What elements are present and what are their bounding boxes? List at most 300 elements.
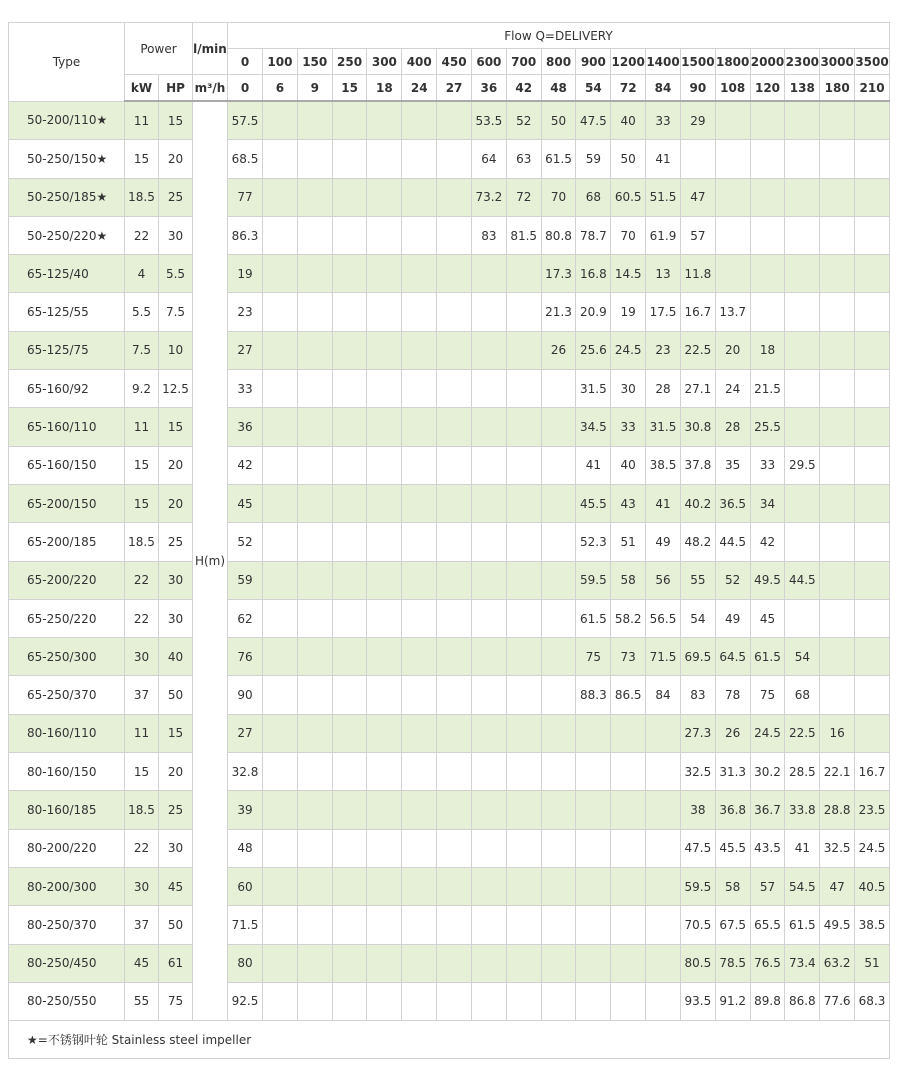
head-value-cell: 73.4 bbox=[785, 944, 820, 982]
head-value-cell: 59.5 bbox=[576, 561, 611, 599]
head-value-cell bbox=[367, 791, 402, 829]
head-value-cell bbox=[263, 944, 298, 982]
head-value-cell bbox=[541, 676, 576, 714]
m3h-value-header: 210 bbox=[855, 75, 890, 102]
head-value-cell bbox=[437, 370, 472, 408]
head-value-cell bbox=[297, 791, 332, 829]
head-value-cell: 32.8 bbox=[228, 753, 263, 791]
head-value-cell bbox=[855, 370, 890, 408]
m3h-value-header: 138 bbox=[785, 75, 820, 102]
head-unit-cell: H(m) bbox=[193, 101, 228, 1021]
kw-cell: 22 bbox=[125, 216, 159, 254]
table-row bbox=[9, 370, 890, 408]
head-value-cell bbox=[646, 714, 681, 752]
head-value-cell bbox=[785, 331, 820, 369]
head-value-cell bbox=[297, 178, 332, 216]
head-value-cell bbox=[367, 370, 402, 408]
head-value-cell bbox=[437, 255, 472, 293]
head-value-cell bbox=[541, 561, 576, 599]
head-value-cell: 20.9 bbox=[576, 293, 611, 331]
head-value-cell bbox=[367, 293, 402, 331]
table-row bbox=[9, 944, 890, 982]
hp-cell: 10 bbox=[159, 331, 193, 369]
head-value-cell bbox=[820, 140, 855, 178]
head-value-cell: 60.5 bbox=[611, 178, 646, 216]
head-value-cell bbox=[402, 408, 437, 446]
head-value-cell: 58.2 bbox=[611, 599, 646, 637]
head-value-cell bbox=[646, 791, 681, 829]
head-value-cell bbox=[332, 446, 367, 484]
hp-cell: 5.5 bbox=[159, 255, 193, 293]
head-value-cell bbox=[646, 906, 681, 944]
head-value-cell bbox=[785, 370, 820, 408]
head-value-cell bbox=[750, 293, 785, 331]
head-value-cell bbox=[471, 791, 506, 829]
pump-type-cell: 65-160/110 bbox=[9, 408, 125, 446]
m3h-value-header: 0 bbox=[228, 75, 263, 102]
head-value-cell: 43.5 bbox=[750, 829, 785, 867]
head-value-cell bbox=[263, 484, 298, 522]
pump-type-cell: 65-160/150 bbox=[9, 446, 125, 484]
head-value-cell: 71.5 bbox=[228, 906, 263, 944]
head-value-cell: 41 bbox=[785, 829, 820, 867]
head-value-cell bbox=[611, 829, 646, 867]
head-value-cell bbox=[855, 255, 890, 293]
head-value-cell: 70.5 bbox=[680, 906, 715, 944]
lmin-value-header: 150 bbox=[297, 49, 332, 75]
pump-type-cell: 65-250/300 bbox=[9, 638, 125, 676]
hp-cell: 45 bbox=[159, 867, 193, 905]
head-value-cell bbox=[611, 753, 646, 791]
kw-cell: 55 bbox=[125, 982, 159, 1020]
head-value-cell: 54 bbox=[785, 638, 820, 676]
head-value-cell bbox=[263, 523, 298, 561]
head-value-cell bbox=[367, 216, 402, 254]
head-value-cell bbox=[471, 255, 506, 293]
head-value-cell bbox=[297, 408, 332, 446]
head-value-cell: 56 bbox=[646, 561, 681, 599]
table-row bbox=[9, 906, 890, 944]
kw-cell: 9.2 bbox=[125, 370, 159, 408]
head-value-cell: 45.5 bbox=[715, 829, 750, 867]
head-value-cell: 70 bbox=[611, 216, 646, 254]
head-value-cell: 40 bbox=[611, 446, 646, 484]
head-value-cell: 40.2 bbox=[680, 484, 715, 522]
head-value-cell bbox=[332, 178, 367, 216]
table-row bbox=[9, 216, 890, 254]
head-value-cell bbox=[297, 446, 332, 484]
head-value-cell bbox=[855, 523, 890, 561]
head-value-cell: 24.5 bbox=[611, 331, 646, 369]
table-row bbox=[9, 523, 890, 561]
head-value-cell: 28 bbox=[715, 408, 750, 446]
pump-type-cell: 80-160/110 bbox=[9, 714, 125, 752]
head-value-cell: 36.8 bbox=[715, 791, 750, 829]
head-value-cell bbox=[646, 753, 681, 791]
head-value-cell: 23.5 bbox=[855, 791, 890, 829]
head-value-cell bbox=[263, 408, 298, 446]
head-value-cell bbox=[541, 791, 576, 829]
kw-cell: 18.5 bbox=[125, 791, 159, 829]
head-value-cell: 28.5 bbox=[785, 753, 820, 791]
lmin-value-header: 1500 bbox=[680, 49, 715, 75]
table-row bbox=[9, 753, 890, 791]
lmin-value-header: 700 bbox=[506, 49, 541, 75]
head-value-cell bbox=[506, 638, 541, 676]
head-value-cell bbox=[855, 101, 890, 140]
head-value-cell: 56.5 bbox=[646, 599, 681, 637]
head-value-cell: 69.5 bbox=[680, 638, 715, 676]
lmin-value-header: 2000 bbox=[750, 49, 785, 75]
head-value-cell bbox=[402, 714, 437, 752]
kw-cell: 30 bbox=[125, 638, 159, 676]
head-value-cell bbox=[576, 714, 611, 752]
head-value-cell bbox=[541, 638, 576, 676]
head-value-cell bbox=[402, 178, 437, 216]
head-value-cell bbox=[263, 829, 298, 867]
head-value-cell: 40 bbox=[611, 101, 646, 140]
head-value-cell: 64.5 bbox=[715, 638, 750, 676]
head-value-cell: 67.5 bbox=[715, 906, 750, 944]
head-value-cell: 63.2 bbox=[820, 944, 855, 982]
head-value-cell bbox=[541, 370, 576, 408]
head-value-cell: 51 bbox=[855, 944, 890, 982]
head-value-cell: 26 bbox=[541, 331, 576, 369]
head-value-cell bbox=[680, 140, 715, 178]
table-row bbox=[9, 293, 890, 331]
table-header bbox=[9, 23, 890, 102]
hp-cell: 20 bbox=[159, 484, 193, 522]
head-value-cell: 33 bbox=[611, 408, 646, 446]
pump-type-cell: 65-125/75 bbox=[9, 331, 125, 369]
head-value-cell bbox=[471, 408, 506, 446]
pump-type-cell: 80-250/370 bbox=[9, 906, 125, 944]
head-value-cell: 45 bbox=[228, 484, 263, 522]
head-value-cell bbox=[855, 446, 890, 484]
head-value-cell: 57.5 bbox=[228, 101, 263, 140]
head-value-cell bbox=[541, 944, 576, 982]
head-value-cell bbox=[855, 293, 890, 331]
hp-cell: 30 bbox=[159, 599, 193, 637]
head-value-cell bbox=[506, 446, 541, 484]
head-value-cell bbox=[402, 255, 437, 293]
head-value-cell: 50 bbox=[611, 140, 646, 178]
head-value-cell: 59.5 bbox=[680, 867, 715, 905]
head-value-cell bbox=[263, 599, 298, 637]
lmin-value-header: 450 bbox=[437, 49, 472, 75]
kw-cell: 11 bbox=[125, 714, 159, 752]
head-value-cell: 61.5 bbox=[785, 906, 820, 944]
head-value-cell: 49 bbox=[715, 599, 750, 637]
pump-type-cell: 65-250/220 bbox=[9, 599, 125, 637]
table-row bbox=[9, 676, 890, 714]
head-value-cell bbox=[402, 791, 437, 829]
head-value-cell: 33 bbox=[646, 101, 681, 140]
head-value-cell: 73.2 bbox=[471, 178, 506, 216]
head-value-cell bbox=[263, 293, 298, 331]
head-value-cell bbox=[437, 523, 472, 561]
head-value-cell bbox=[402, 331, 437, 369]
lmin-value-header: 0 bbox=[228, 49, 263, 75]
head-value-cell: 78.5 bbox=[715, 944, 750, 982]
head-value-cell bbox=[506, 561, 541, 599]
head-value-cell bbox=[402, 523, 437, 561]
pump-type-cell: 80-160/150 bbox=[9, 753, 125, 791]
head-value-cell: 65.5 bbox=[750, 906, 785, 944]
head-value-cell bbox=[506, 523, 541, 561]
head-value-cell: 27.3 bbox=[680, 714, 715, 752]
head-value-cell: 25.5 bbox=[750, 408, 785, 446]
head-value-cell bbox=[332, 523, 367, 561]
head-value-cell bbox=[506, 829, 541, 867]
head-value-cell bbox=[263, 178, 298, 216]
head-value-cell bbox=[471, 638, 506, 676]
head-value-cell bbox=[437, 791, 472, 829]
head-value-cell bbox=[785, 484, 820, 522]
head-value-cell: 81.5 bbox=[506, 216, 541, 254]
kw-cell: 22 bbox=[125, 561, 159, 599]
head-value-cell: 71.5 bbox=[646, 638, 681, 676]
head-value-cell: 21.5 bbox=[750, 370, 785, 408]
head-value-cell bbox=[402, 140, 437, 178]
head-value-cell bbox=[541, 982, 576, 1020]
head-value-cell: 34.5 bbox=[576, 408, 611, 446]
head-value-cell: 61.5 bbox=[750, 638, 785, 676]
head-value-cell bbox=[506, 370, 541, 408]
head-value-cell bbox=[332, 408, 367, 446]
lmin-value-header: 3000 bbox=[820, 49, 855, 75]
head-value-cell: 45 bbox=[750, 599, 785, 637]
head-value-cell: 51 bbox=[611, 523, 646, 561]
pump-type-cell: 65-125/40 bbox=[9, 255, 125, 293]
head-value-cell: 72 bbox=[506, 178, 541, 216]
head-value-cell: 52 bbox=[228, 523, 263, 561]
head-value-cell bbox=[367, 140, 402, 178]
m3h-value-header: 9 bbox=[297, 75, 332, 102]
head-value-cell bbox=[471, 370, 506, 408]
head-value-cell bbox=[437, 829, 472, 867]
lmin-value-header: 250 bbox=[332, 49, 367, 75]
head-value-cell: 59 bbox=[228, 561, 263, 599]
head-value-cell: 64 bbox=[471, 140, 506, 178]
head-value-cell bbox=[785, 101, 820, 140]
head-value-cell bbox=[402, 906, 437, 944]
head-value-cell bbox=[332, 216, 367, 254]
hp-cell: 20 bbox=[159, 446, 193, 484]
head-value-cell bbox=[541, 599, 576, 637]
flow-header: Flow Q=DELIVERY bbox=[228, 23, 890, 49]
head-value-cell bbox=[402, 829, 437, 867]
pump-performance-table bbox=[8, 22, 890, 1059]
pump-type-cell: 50-200/110★ bbox=[9, 101, 125, 140]
head-value-cell bbox=[576, 791, 611, 829]
head-value-cell bbox=[367, 638, 402, 676]
head-value-cell bbox=[715, 178, 750, 216]
head-value-cell bbox=[506, 982, 541, 1020]
head-value-cell bbox=[471, 331, 506, 369]
head-value-cell bbox=[541, 523, 576, 561]
head-value-cell bbox=[506, 791, 541, 829]
head-value-cell bbox=[367, 906, 402, 944]
head-value-cell bbox=[297, 216, 332, 254]
head-value-cell bbox=[611, 714, 646, 752]
header-row-1 bbox=[9, 23, 890, 49]
kw-header: kW bbox=[125, 75, 159, 102]
pump-performance-table-wrapper bbox=[8, 22, 890, 1059]
head-value-cell: 86.5 bbox=[611, 676, 646, 714]
head-value-cell bbox=[820, 561, 855, 599]
head-value-cell: 17.5 bbox=[646, 293, 681, 331]
head-value-cell: 26 bbox=[715, 714, 750, 752]
m3h-value-header: 15 bbox=[332, 75, 367, 102]
head-value-cell bbox=[437, 408, 472, 446]
head-value-cell bbox=[437, 561, 472, 599]
m3h-value-header: 180 bbox=[820, 75, 855, 102]
head-value-cell bbox=[297, 944, 332, 982]
head-value-cell bbox=[820, 216, 855, 254]
head-value-cell bbox=[855, 408, 890, 446]
hp-cell: 25 bbox=[159, 791, 193, 829]
table-row bbox=[9, 484, 890, 522]
head-value-cell: 28.8 bbox=[820, 791, 855, 829]
head-value-cell: 41 bbox=[646, 484, 681, 522]
head-value-cell: 80.5 bbox=[680, 944, 715, 982]
head-value-cell: 37.8 bbox=[680, 446, 715, 484]
head-value-cell bbox=[367, 982, 402, 1020]
head-value-cell: 24.5 bbox=[750, 714, 785, 752]
head-value-cell bbox=[820, 255, 855, 293]
head-value-cell bbox=[820, 408, 855, 446]
head-value-cell: 63 bbox=[506, 140, 541, 178]
head-value-cell bbox=[332, 829, 367, 867]
head-value-cell: 50 bbox=[541, 101, 576, 140]
head-value-cell bbox=[332, 906, 367, 944]
head-value-cell bbox=[437, 982, 472, 1020]
head-value-cell bbox=[297, 829, 332, 867]
head-value-cell bbox=[820, 293, 855, 331]
hp-cell: 30 bbox=[159, 561, 193, 599]
m3h-value-header: 36 bbox=[471, 75, 506, 102]
m3h-value-header: 120 bbox=[750, 75, 785, 102]
kw-cell: 18.5 bbox=[125, 523, 159, 561]
lmin-value-header: 1200 bbox=[611, 49, 646, 75]
hp-cell: 40 bbox=[159, 638, 193, 676]
head-value-cell bbox=[471, 906, 506, 944]
head-value-cell bbox=[437, 178, 472, 216]
table-row bbox=[9, 178, 890, 216]
head-value-cell: 80.8 bbox=[541, 216, 576, 254]
head-value-cell bbox=[297, 867, 332, 905]
head-value-cell bbox=[506, 676, 541, 714]
head-value-cell: 86.3 bbox=[228, 216, 263, 254]
kw-cell: 30 bbox=[125, 867, 159, 905]
head-value-cell: 78.7 bbox=[576, 216, 611, 254]
kw-cell: 15 bbox=[125, 484, 159, 522]
head-value-cell bbox=[263, 216, 298, 254]
head-value-cell: 36.5 bbox=[715, 484, 750, 522]
head-value-cell: 90 bbox=[228, 676, 263, 714]
head-value-cell: 33 bbox=[750, 446, 785, 484]
head-value-cell: 68 bbox=[785, 676, 820, 714]
head-value-cell bbox=[263, 714, 298, 752]
head-value-cell: 32.5 bbox=[680, 753, 715, 791]
table-row bbox=[9, 982, 890, 1020]
head-value-cell bbox=[785, 293, 820, 331]
lmin-value-header: 3500 bbox=[855, 49, 890, 75]
head-value-cell bbox=[367, 753, 402, 791]
head-value-cell bbox=[471, 523, 506, 561]
lmin-header: l/min bbox=[193, 23, 228, 75]
hp-cell: 61 bbox=[159, 944, 193, 982]
head-value-cell bbox=[611, 982, 646, 1020]
head-value-cell bbox=[402, 446, 437, 484]
pump-type-cell: 80-160/185 bbox=[9, 791, 125, 829]
head-value-cell bbox=[367, 676, 402, 714]
head-value-cell bbox=[367, 178, 402, 216]
head-value-cell bbox=[367, 484, 402, 522]
head-value-cell bbox=[785, 408, 820, 446]
table-row bbox=[9, 408, 890, 446]
kw-cell: 4 bbox=[125, 255, 159, 293]
head-value-cell bbox=[541, 714, 576, 752]
head-value-cell bbox=[820, 523, 855, 561]
head-value-cell bbox=[541, 446, 576, 484]
head-value-cell bbox=[785, 140, 820, 178]
kw-cell: 11 bbox=[125, 101, 159, 140]
kw-cell: 15 bbox=[125, 753, 159, 791]
head-value-cell: 70 bbox=[541, 178, 576, 216]
head-value-cell: 57 bbox=[750, 867, 785, 905]
head-value-cell bbox=[576, 867, 611, 905]
pump-type-cell: 65-200/220 bbox=[9, 561, 125, 599]
head-value-cell bbox=[855, 216, 890, 254]
head-value-cell bbox=[646, 982, 681, 1020]
head-value-cell: 36 bbox=[228, 408, 263, 446]
head-value-cell bbox=[820, 370, 855, 408]
head-value-cell: 92.5 bbox=[228, 982, 263, 1020]
head-value-cell: 21.3 bbox=[541, 293, 576, 331]
head-value-cell: 31.5 bbox=[646, 408, 681, 446]
head-value-cell: 54.5 bbox=[785, 867, 820, 905]
hp-cell: 30 bbox=[159, 216, 193, 254]
head-value-cell bbox=[855, 599, 890, 637]
head-value-cell bbox=[471, 753, 506, 791]
head-value-cell bbox=[541, 753, 576, 791]
head-value-cell bbox=[750, 101, 785, 140]
head-value-cell bbox=[611, 791, 646, 829]
head-value-cell: 77 bbox=[228, 178, 263, 216]
lmin-value-header: 600 bbox=[471, 49, 506, 75]
head-value-cell: 25.6 bbox=[576, 331, 611, 369]
head-value-cell bbox=[332, 982, 367, 1020]
footer-note: ★=不锈钢叶轮 Stainless steel impeller bbox=[9, 1021, 890, 1059]
head-value-cell: 19 bbox=[611, 293, 646, 331]
head-value-cell bbox=[471, 484, 506, 522]
hp-cell: 15 bbox=[159, 714, 193, 752]
head-value-cell: 73 bbox=[611, 638, 646, 676]
hp-header: HP bbox=[159, 75, 193, 102]
hp-cell: 25 bbox=[159, 523, 193, 561]
table-row bbox=[9, 599, 890, 637]
head-value-cell bbox=[263, 638, 298, 676]
table-row bbox=[9, 638, 890, 676]
table-row bbox=[9, 561, 890, 599]
head-value-cell bbox=[750, 216, 785, 254]
hp-cell: 20 bbox=[159, 140, 193, 178]
head-value-cell bbox=[715, 255, 750, 293]
pump-type-cell: 65-125/55 bbox=[9, 293, 125, 331]
head-value-cell bbox=[855, 561, 890, 599]
